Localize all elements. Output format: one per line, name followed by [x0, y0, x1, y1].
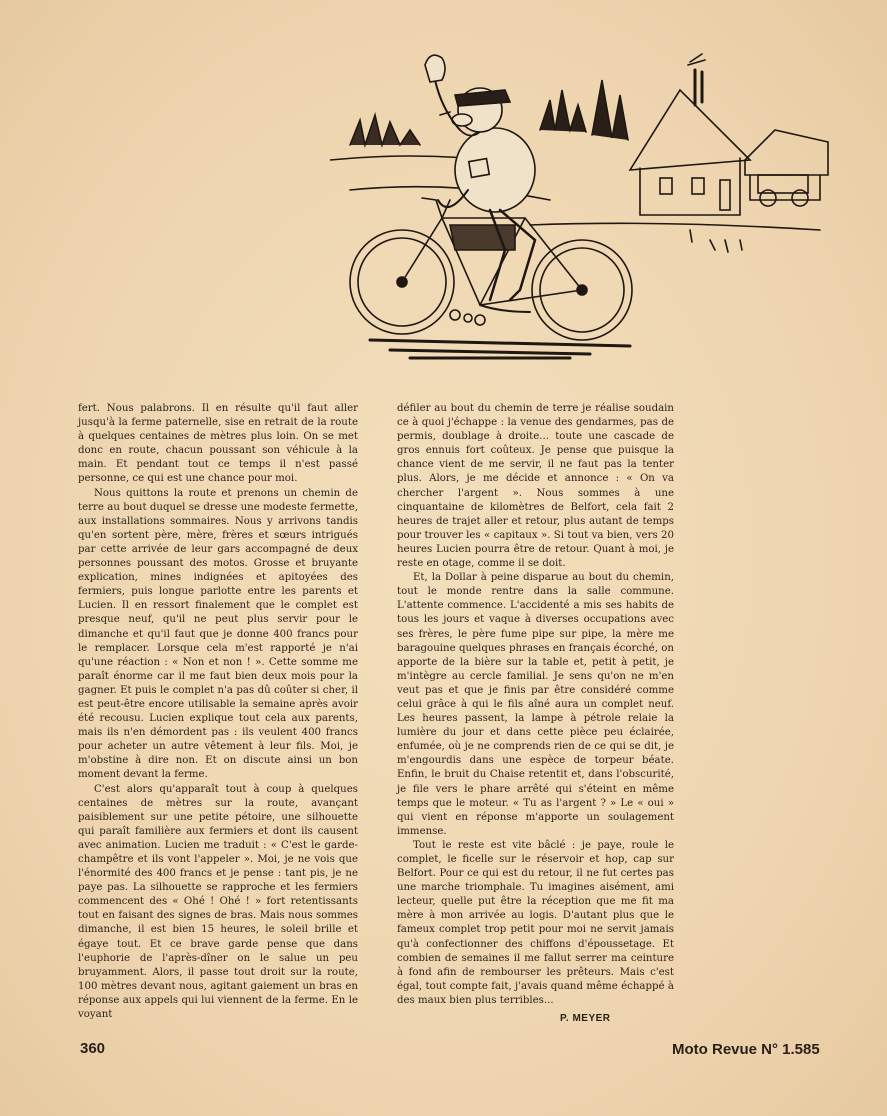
magazine-issue: Moto Revue N° 1.585	[672, 1041, 820, 1058]
article-paragraph: Et, la Dollar à peine disparue au bout du chemin, tout le monde rentre dans la salle commune. L'attente commence. L'accidenté a mis ses habits de tous les jours et vaque à diverses occupations avec ses frères, le père fume pipe sur pipe, la mère me baragouine quelques phrases en français écorché, on apporte de la bière sur la table et, petit à petit, je m'intègre au cercle familial. Je sens qu'on ne m'en veut pas et que je finis par être considéré comme celui grâce à qui le fils aîné aura un complet neuf. Les heures passent, la lampe à pétrole relaie la lumière du jour et dans cette pièce peu éclairée, enfumée, où je ne comprends rien de ce qui se dit, je m'engourdis dans une espèce de torpeur béate. Enfin, le bruit du Chaise retentit et, dans l'obscurité, je file vers le phare arrêté qui s'éteint en même temps que le moteur. « Tu as l'argent ? » Le « oui » qui vient en réponse m'apporte un soulagement immense.	[397, 572, 674, 837]
illustration-garde-on-motorcycle	[330, 50, 830, 370]
author-signature: P. MEYER	[560, 1013, 611, 1024]
article-column-left	[78, 402, 358, 1022]
article-paragraph: fert. Nous palabrons. Il en résulte qu'il faut aller jusqu'à la ferme paternelle, sise en retrait de la route à quelques centaines de mètres plus loin. On se met donc en route, chacun poussant son véhicule à la main. Et pendant tout ce temps il n'est passé personne, ce qui est une chance pour moi.	[78, 403, 358, 485]
article-column-right	[397, 402, 674, 1008]
page-number: 360	[80, 1040, 106, 1057]
article-paragraph: défiler au bout du chemin de terre je réalise soudain ce à quoi j'échappe : la venue des gendarmes, pas de permis, doublage à droite... toute une cascade de gros ennuis fort coûteux. Je pense que puisque la chance vient de me servir, il ne faut pas la tenter plus. Alors, je me décide et annonce : « On va chercher l'argent ». Nous sommes à une cinquantaine de kilomètres de Belfort, cela fait 2 heures de trajet aller et retour, plus autant de temps pour trouver les « capitaux ». Si tout va bien, vers 20 heures Lucien pourra être de retour. Quant à moi, je reste en otage, comme il se doit.	[397, 403, 674, 570]
article-paragraph: C'est alors qu'apparaît tout à coup à quelques centaines de mètres sur la route, avançant paisiblement sur une petite pétoire, une silhouette qui paraît familière aux fermiers et dont ils causent avec animation. Lucien me traduit : « C'est le garde-champêtre et ils vont l'appeler ». Moi, je ne vois que l'énormité des 400 francs et je pense : tant pis, je ne paye pas. La silhouette se rapproche et les fermiers commencent des « Ohé ! Ohé ! » fort retentissants tout en faisant des signes de bras. Mais nous sommes dimanche, il est bien 15 heures, le soleil brille et égaye tout. Et ce brave garde pense que dans l'euphorie de l'après-dîner on le salue un peu bruyamment. Alors, il passe tout droit sur la route, 100 mètres devant nous, agitant gaiement un bras en réponse aux appels qui lui viennent de la ferme. En le voyant	[78, 783, 358, 1021]
article-paragraph: Tout le reste est vite bâclé : je paye, roule le complet, le ficelle sur le réservoir et hop, cap sur Belfort. Pour ce qui est du retour, il ne fut certes pas une marche triomphale. Tu imagines aisément, ami lecteur, quelle put être la réception que me fit ma mère à mon arrivée au logis. D'autant plus que le fameux complet trop petit pour moi ne servit jamais qu'à confectionner des chiffons d'époussetage. Et combien de semaines il me fallut serrer ma ceinture à fond afin de rembourser les prêteurs. Mais c'est égal, tout compte fait, j'avais quand même échappé à des maux bien plus terribles...	[397, 839, 674, 1006]
article-paragraph: Nous quittons la route et prenons un chemin de terre au bout duquel se dresse une modeste fermette, aux installations sommaires. Nous y arrivons tandis qu'en sortent père, mère, frères et sœurs intrigués par cette arrivée de leur gars accompagné de deux personnes poussant des motos. Grosse et bruyante explication, mines indignées et apitoyées des fermiers, puis longue parlotte entre les parents et Lucien. Il en ressort finalement que le complet est presque neuf, qu'il ne peut plus servir pour le dimanche et qu'il faut que je donne 400 francs pour le remplacer. Lorsque cela m'est rapporté je n'ai qu'une réaction : « Non et non ! ». Cette somme me paraît énorme car il me faut bien deux mois pour la gagner. Et puis le complet n'a pas dû coûter si cher, il est peut-être encore utilisable la semaine après avoir été recousu. Lucien explique tout cela aux parents, mais ils n'en démordent pas : ils veulent 400 francs pour acheter un autre vêtement à leur fils. Moi, je m'obstine à dire non. Et on discute ainsi un bon moment devant la ferme.	[78, 487, 358, 781]
